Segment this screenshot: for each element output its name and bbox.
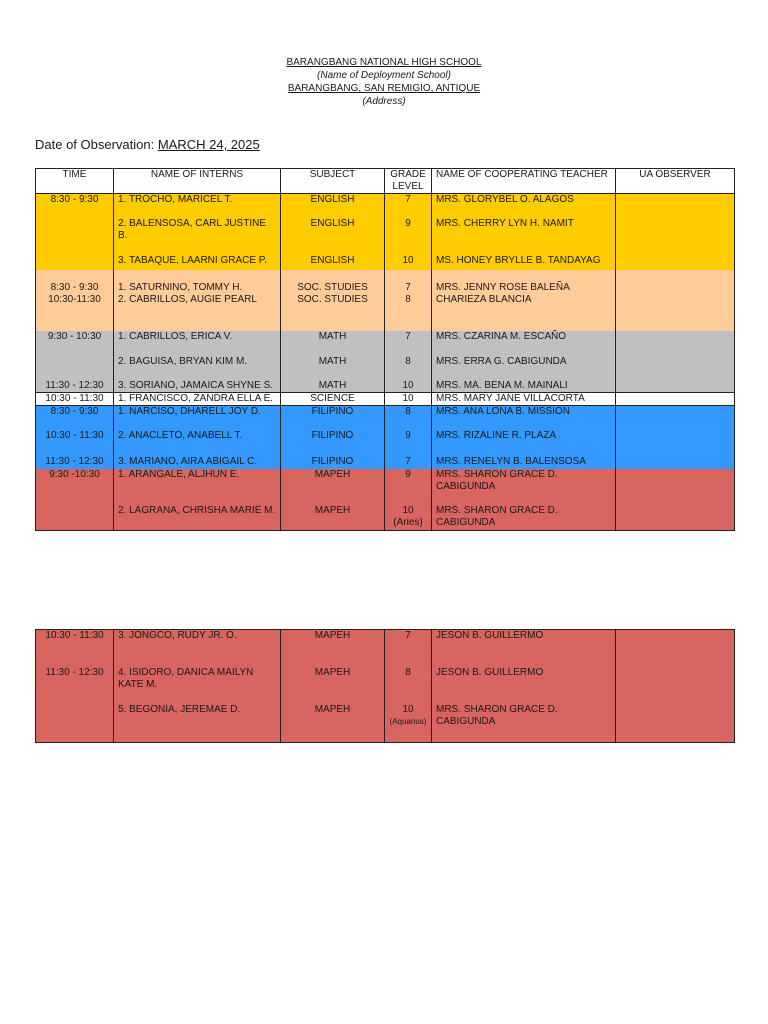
school-address-note: (Address): [362, 96, 406, 107]
table-row: 8:30 - 9:30 1. SATURNINO, TOMMY H. SOC. STUDIES 7 MRS. JENNY ROSE BALEÑA: [36, 270, 735, 294]
table-row: 11:30 - 12:30 4. ISIDORO, DANICA MAILYN KATE M. MAPEH 8 JESON B. GUILLERMO: [36, 667, 735, 704]
table-row: 2. BALENSOSA, CARL JUSTINE B. ENGLISH 9 MRS. CHERRY LYN H. NAMIT: [36, 218, 735, 255]
col-subject-header: SUBJECT: [281, 169, 385, 194]
col-interns-header: NAME OF INTERNS: [114, 169, 281, 194]
table-row: 2. BAGUISA, BRYAN KIM M. MATH 8 MRS. ERRA G. CABIGUNDA: [36, 356, 735, 380]
observation-date-line: [35, 137, 260, 152]
table-row: 9:30 -10:30 1. ARANGALE, ALJHUN E. MAPEH 9 MRS. SHARON GRACE D. CABIGUNDA: [36, 469, 735, 505]
col-time-header: TIME: [36, 169, 114, 194]
table-row: 11:30 - 12:30 3. SORIANO, JAMAICA SHYNE S. MATH 10 MRS. MA. BENA M. MAINALI: [36, 380, 735, 393]
col-observer-header: UA OBSERVER: [616, 169, 735, 194]
document-header: [0, 56, 768, 108]
table-row: 3. TABAQUE, LAARNI GRACE P. ENGLISH 10 MS. HONEY BRYLLE B. TANDAYAG: [36, 255, 735, 270]
table-row: 2. LAGRANA, CHRISHA MARIE M. MAPEH 10 (Aries) MRS. SHARON GRACE D. CABIGUNDA: [36, 505, 735, 530]
table-row: 9:30 - 10:30 1. CABRILLOS, ERICA V. MATH 7 MRS. CZARINA M. ESCAÑO: [36, 331, 735, 356]
school-name: BARANGBANG NATIONAL HIGH SCHOOL: [286, 57, 482, 68]
observation-date-value: MARCH 24, 2025: [157, 137, 260, 152]
school-name-note: (Name of Deployment School): [317, 70, 451, 81]
table-row: 5. BEGONIA, JEREMAE D. MAPEH 10 (Aquarius) MRS. SHARON GRACE D. CABIGUNDA: [36, 704, 735, 743]
table-row: 10:30 - 11:30 2. ANACLETO, ANABELL T. FILIPINO 9 MRS. RIZALINE R. PLAZA: [36, 430, 735, 456]
table-row: 11:30 - 12:30 3. MARIANO, AIRA ABIGAIL C. FILIPINO 7 MRS. RENELYN B. BALENSOSA: [36, 456, 735, 469]
school-address: BARANGBANG, SAN REMIGIO, ANTIQUE: [287, 83, 481, 94]
table-row: 8:30 - 9:30 1. TROCHO, MARICEL T. ENGLISH 7 MRS. GLORYBEL O. ALAGOS: [36, 194, 735, 218]
col-grade-header: GRADE LEVEL: [385, 169, 432, 194]
col-teacher-header: NAME OF COOPERATING TEACHER: [432, 169, 616, 194]
observation-schedule-table-continued: [35, 629, 735, 743]
observation-schedule-table: [35, 168, 735, 531]
table-row: 10:30-11:30 2. CABRILLOS, AUGIE PEARL SOC. STUDIES 8 CHARIEZA BLANCIA: [36, 294, 735, 331]
table-row: 10:30 - 11:30 3. JONGCO, RUDY JR. O. MAPEH 7 JESON B. GUILLERMO: [36, 630, 735, 667]
table-header-row: [36, 169, 735, 194]
observation-date-label: Date of Observation:: [35, 137, 158, 152]
table-row: 8:30 - 9:30 1. NARCISO, DHARELL JOY D. FILIPINO 8 MRS. ANA LONA B. MISSION: [36, 405, 735, 430]
table-row: 10:30 - 11:30 1. FRANCISCO, ZANDRA ELLA E. SCIENCE 10 MRS. MARY JANE VILLACORTA: [36, 392, 735, 405]
